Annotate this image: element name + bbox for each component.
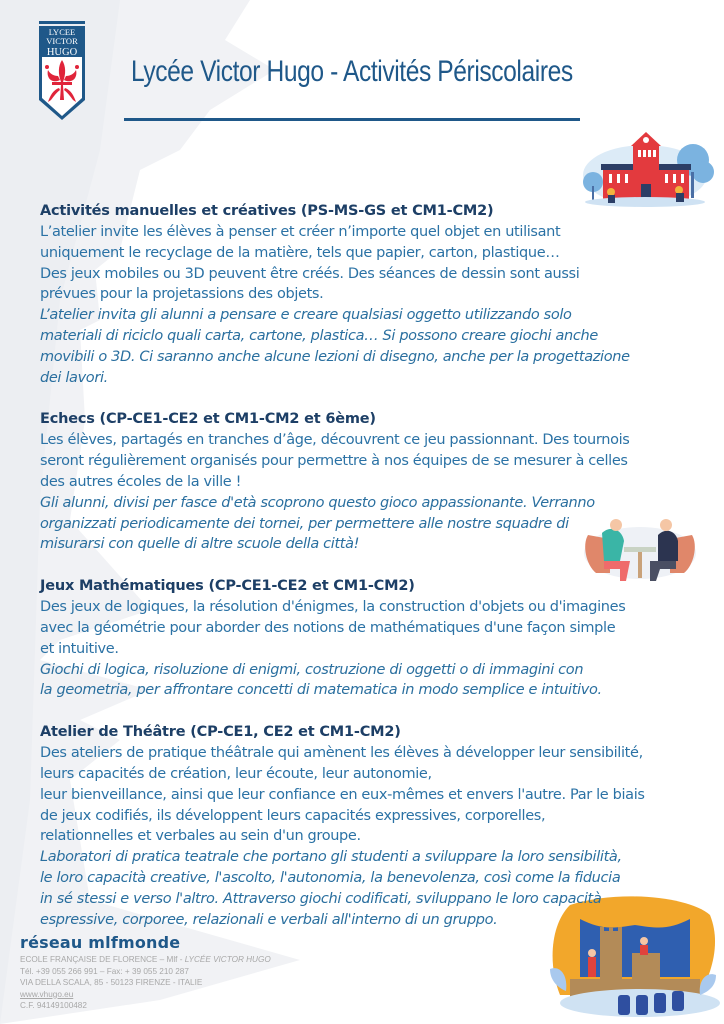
lycee-victor-hugo-logo bbox=[38, 20, 86, 122]
section-text-it bbox=[40, 305, 720, 388]
section-text-fr bbox=[40, 222, 720, 305]
text-line: la geometria, per affrontare concetti di matematica in modo semplice e intuitivo. bbox=[40, 682, 602, 699]
text-line: movibili o 3D. Ci saranno anche alcune lezioni di disegno, anche per la progettazione bbox=[40, 348, 630, 365]
logo-text-line-1: LYCEE bbox=[48, 27, 76, 37]
text-line: organizzati periodicamente dei tornei, per permettere alle nostre squadre di bbox=[40, 515, 569, 532]
section-text-fr bbox=[40, 430, 720, 492]
text-line: prévues pour la projetassions des objets. bbox=[40, 286, 324, 303]
text-line: espressive, corporee, relazionali e verbali all'interno di un gruppo. bbox=[40, 911, 498, 928]
school-name-prefix: ECOLE FRANÇAISE DE FLORENCE – Mlf - bbox=[20, 955, 185, 964]
page-title: Lycée Victor Hugo - Activités Périscolaires bbox=[131, 55, 573, 88]
text-line: Gli alunni, divisi per fasce d'età scoprono questo gioco appassionante. Verranno bbox=[40, 494, 595, 511]
text-line: et intuitive. bbox=[40, 640, 119, 657]
section-text-fr bbox=[40, 597, 720, 659]
text-line: misurarsi con quelle di altre scuole della città! bbox=[40, 536, 360, 553]
text-line: Laboratori di pratica teatrale che portano gli studenti a sviluppare la loro sensibilità, bbox=[40, 849, 622, 866]
text-line: L’atelier invita gli alunni a pensare e creare qualsiasi oggetto utilizzando solo bbox=[40, 307, 572, 324]
text-line: des autres écoles de la ville ! bbox=[40, 473, 242, 490]
logo-text-line-2: VICTOR bbox=[46, 36, 78, 46]
text-line: in sé stessi e verso l'altro. Attraverso giochi codificati, sviluppano le loro capacità bbox=[40, 890, 602, 907]
text-line: leur bienveillance, ainsi que leur confiance en eux-mêmes et envers l'autre. Par le biais bbox=[40, 786, 645, 803]
section-title: Jeux Mathématiques (CP-CE1-CE2 et CM1-CM2) bbox=[40, 578, 415, 595]
section-text-fr bbox=[40, 743, 720, 847]
text-line: le loro capacità creative, l'ascolto, l'autonomia, la benevolenza, così come la fiducia bbox=[40, 869, 621, 886]
text-line: seront régulièrement organisés pour permettre à nos équipes de se mesurer à celles bbox=[40, 453, 628, 470]
section-title: Activités manuelles et créatives (PS-MS-GS et CM1-CM2) bbox=[40, 203, 494, 219]
section-activites-manuelles bbox=[40, 201, 720, 388]
text-line: relationnelles et verbales au sein d'un groupe. bbox=[40, 828, 361, 845]
section-text-it bbox=[40, 847, 720, 930]
section-text-it bbox=[40, 493, 720, 555]
school-name-italic: LYCÉE VICTOR HUGO bbox=[184, 955, 271, 964]
section-jeux-mathematiques bbox=[40, 576, 720, 701]
text-line: Giochi di logica, risoluzione di enigmi, costruzione di oggetti o di immagini con bbox=[40, 661, 584, 678]
text-line: Des ateliers de pratique théâtrale qui amènent les élèves à développer leur sensibilité, bbox=[40, 745, 643, 762]
school-building-illustration bbox=[575, 130, 715, 208]
text-line: de jeux codifiés, ils développent leurs capacités expressives, corporelles, bbox=[40, 807, 546, 824]
text-line: materiali di riciclo quali carta, cartone, plastica… Si possono creare giochi anche bbox=[40, 327, 598, 344]
logo-text-line-3: HUGO bbox=[46, 47, 78, 58]
section-atelier-theatre bbox=[40, 722, 720, 930]
address: VIA DELLA SCALA, 85 - 50123 FIRENZE - ITALIE bbox=[20, 978, 203, 988]
text-line: L’atelier invite les élèves à penser et créer n’importe quel objet en utilisant bbox=[40, 224, 561, 240]
footer-contact bbox=[20, 933, 271, 1012]
school-name-line bbox=[20, 954, 271, 966]
section-text-it bbox=[40, 660, 720, 702]
text-line: Les élèves, partagés en tranches d’âge, découvrent ce jeu passionnant. Des tournois bbox=[40, 432, 630, 449]
network-brand: réseau mlfmonde bbox=[20, 933, 181, 952]
activities-list bbox=[40, 201, 720, 930]
text-line: leurs capacités de création, leur écoute, leur autonomie, bbox=[40, 765, 432, 782]
section-title: Echecs (CP-CE1-CE2 et CM1-CM2 et 6ème) bbox=[40, 411, 376, 428]
title-underline bbox=[124, 118, 580, 121]
section-title: Atelier de Théâtre (CP-CE1, CE2 et CM1-CM2) bbox=[40, 724, 401, 741]
text-line: avec la géométrie pour aborder des notions de mathématiques d'une façon simple bbox=[40, 619, 616, 636]
phone-fax: Tél. +39 055 266 991 – Fax: + 39 055 210 287 bbox=[20, 966, 189, 976]
website-link[interactable]: www.vhugo.eu bbox=[20, 989, 74, 999]
tax-code: C.F. 94149100482 bbox=[20, 1001, 87, 1011]
text-line: uniquement le recyclage de la matière, tels que papier, carton, plastique… bbox=[40, 244, 560, 261]
text-line: Des jeux de logiques, la résolution d'énigmes, la construction d'objets ou d'imagines bbox=[40, 599, 626, 616]
text-line: dei lavori. bbox=[40, 369, 108, 386]
text-line: Des jeux mobiles ou 3D peuvent être créés. Des séances de dessin sont aussi bbox=[40, 265, 580, 282]
section-echecs bbox=[40, 409, 720, 555]
